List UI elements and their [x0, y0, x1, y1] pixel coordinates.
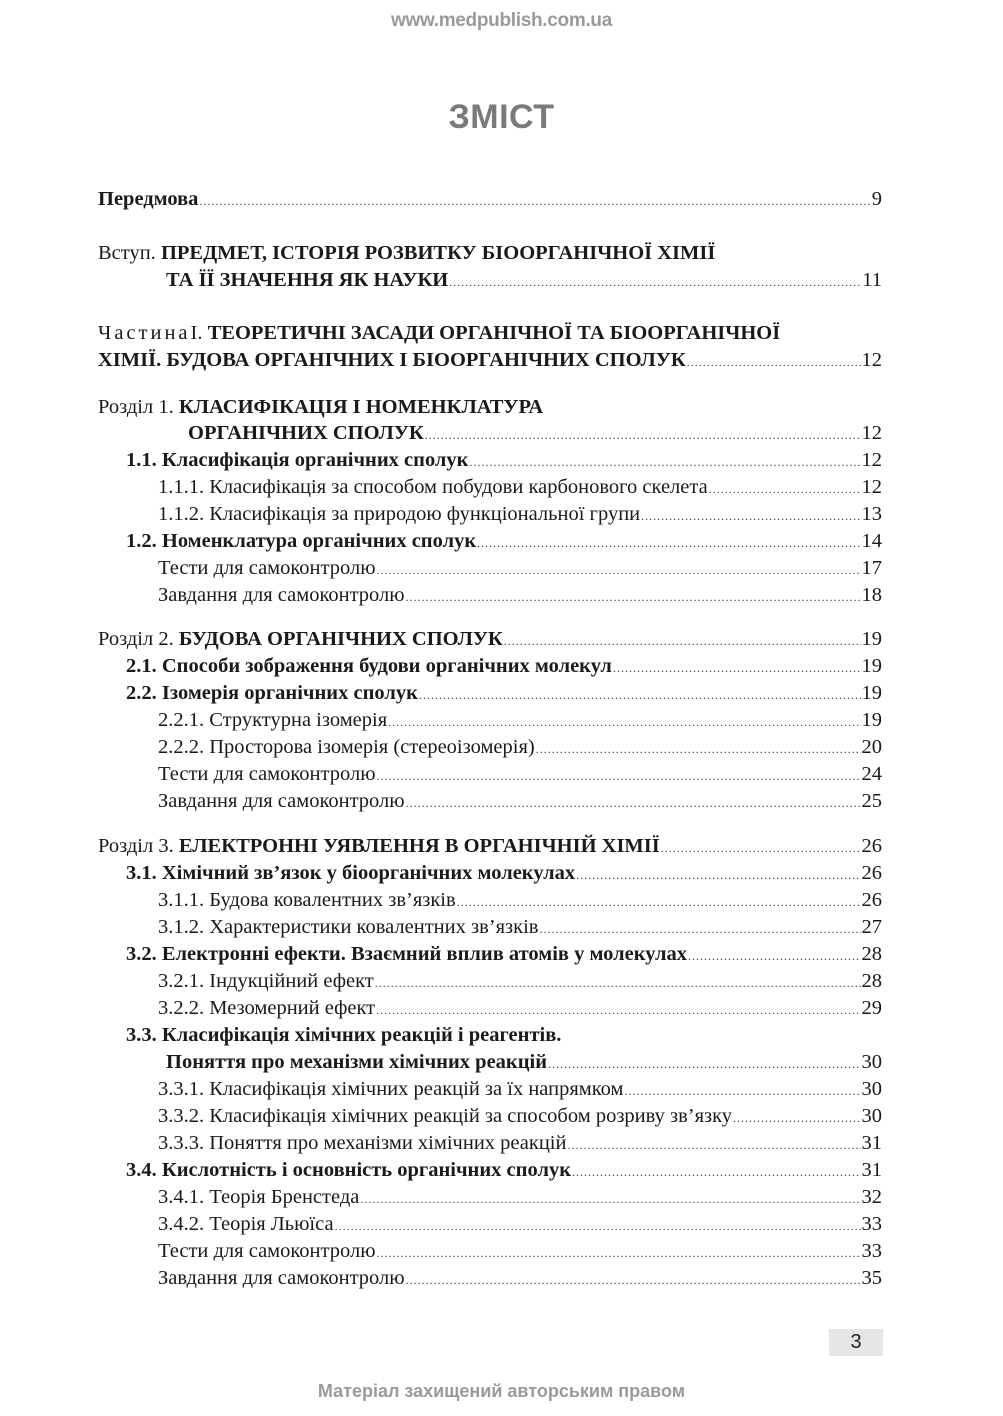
toc-entry[interactable] — [158, 1076, 882, 1102]
toc-entry-title: Поняття про механізми хімічних реакцій — [166, 1051, 548, 1073]
toc-page-number: 12 — [861, 422, 882, 444]
toc-entry[interactable] — [158, 914, 882, 940]
toc-entry-title: Тести для самоконтролю — [158, 763, 376, 785]
leader-dots — [504, 628, 861, 654]
leader-dots — [419, 682, 861, 708]
toc-entry[interactable] — [158, 1103, 882, 1129]
page-title: ЗМІСТ — [448, 98, 555, 136]
toc-entry[interactable] — [98, 394, 882, 420]
leader-dots — [199, 188, 870, 214]
leader-dots — [377, 1240, 861, 1266]
toc-page-number: 17 — [861, 557, 882, 579]
toc-entry[interactable] — [166, 1049, 882, 1075]
leader-dots — [477, 530, 860, 556]
leader-dots — [388, 709, 860, 735]
toc-entry-title: 3.3. Класифікація хімічних реакцій і реагентів. — [126, 1024, 562, 1046]
copyright-notice: Матеріал захищений авторським правом — [317, 1381, 686, 1401]
toc-entry-title: Завдання для самоконтролю — [158, 790, 405, 812]
toc-entry[interactable] — [158, 1130, 882, 1156]
leader-dots — [687, 349, 861, 375]
toc-page-number: 33 — [861, 1213, 882, 1235]
toc-entry-title: 1.2. Номенклатура органічних сполук — [126, 530, 477, 552]
leader-dots — [625, 1078, 861, 1104]
toc-page-number: 19 — [861, 655, 882, 677]
toc-entry[interactable] — [158, 501, 882, 527]
leader-dots — [360, 1186, 860, 1212]
toc-entry-title: ТА ЇЇ ЗНАЧЕННЯ ЯК НАУКИ — [166, 269, 449, 291]
toc-entry-title: ХІМІЇ. БУДОВА ОРГАНІЧНИХ І БІООРГАНІЧНИХ СПОЛУК — [98, 349, 686, 371]
leader-dots — [375, 970, 861, 996]
toc-entry[interactable] — [126, 680, 882, 706]
toc-entry[interactable] — [126, 941, 882, 967]
toc-entry-title: 3.1. Хімічний зв’язок у біоорганічних молекулах — [126, 862, 576, 884]
toc-entry-title: ЧастинаI. ТЕОРЕТИЧНІ ЗАСАДИ ОРГАНІЧНОЇ ТА БІООРГАНІЧНОЇ — [98, 322, 781, 344]
toc-entry[interactable] — [126, 653, 882, 679]
toc-page-number: 29 — [861, 997, 882, 1019]
leader-dots — [536, 736, 861, 762]
toc-entry-title: 3.2.2. Мезомерний ефект — [158, 997, 376, 1019]
toc-page-number: 19 — [861, 628, 882, 650]
toc-entry[interactable] — [126, 860, 882, 886]
leader-dots — [457, 889, 861, 915]
toc-page-number: 31 — [861, 1132, 882, 1154]
leader-dots — [613, 655, 861, 681]
toc-entry-title: Тести для самоконтролю — [158, 557, 376, 579]
leader-dots — [406, 584, 861, 610]
toc-entry[interactable] — [158, 788, 882, 814]
toc-entry[interactable] — [98, 626, 882, 652]
toc-entry[interactable] — [158, 968, 882, 994]
toc-page-number: 26 — [861, 835, 882, 857]
leader-dots — [376, 997, 860, 1023]
leader-dots — [377, 557, 861, 583]
toc-entry-title: 2.2.2. Просторова ізомерія (стереоізомерія) — [158, 736, 535, 758]
leader-dots — [377, 763, 861, 789]
toc-page-number: 32 — [861, 1186, 882, 1208]
toc-entry-title: 2.1. Способи зображення будови органічних молекул — [126, 655, 612, 677]
toc-page-number: 19 — [861, 682, 882, 704]
toc-page-number: 27 — [861, 916, 882, 938]
leader-dots — [548, 1051, 860, 1077]
leader-dots — [576, 862, 860, 888]
leader-dots — [641, 503, 860, 529]
toc-entry[interactable] — [126, 528, 882, 554]
toc-entry[interactable] — [158, 1211, 882, 1237]
toc-entry[interactable] — [98, 240, 882, 266]
leader-dots — [449, 269, 861, 295]
toc-entry[interactable] — [158, 1238, 882, 1264]
toc-page-number: 25 — [861, 790, 882, 812]
toc-entry[interactable] — [158, 1184, 882, 1210]
toc-entry-title: Вступ. ПРЕДМЕТ, ІСТОРІЯ РОЗВИТКУ БІООРГАНІЧНОЇ ХІМІЇ — [98, 242, 716, 264]
toc-page-number: 28 — [861, 970, 882, 992]
toc-entry-title: 3.3.1. Класифікація хімічних реакцій за їх напрямком — [158, 1078, 624, 1100]
toc-entry-title: 3.3.3. Поняття про механізми хімічних реакцій — [158, 1132, 567, 1154]
toc-entry-title: 2.2.1. Структурна ізомерія — [158, 709, 388, 731]
toc-entry[interactable] — [126, 447, 882, 473]
toc-entry-title: Розділ 3. ЕЛЕКТРОННІ УЯВЛЕННЯ В ОРГАНІЧНІЙ ХІМІЇ — [98, 835, 660, 857]
toc-page-number: 33 — [861, 1240, 882, 1262]
toc-entry-title: 3.3.2. Класифікація хімічних реакцій за способом розриву зв’язку — [158, 1105, 733, 1127]
toc-entry-title: ОРГАНІЧНИХ СПОЛУК — [188, 422, 424, 444]
leader-dots — [469, 449, 860, 475]
toc-entry-title: Розділ 2. БУДОВА ОРГАНІЧНИХ СПОЛУК — [98, 628, 503, 650]
toc-entry-title: 3.4.2. Теорія Льюїса — [158, 1213, 334, 1235]
toc-entry-title: 3.4.1. Теорія Бренстеда — [158, 1186, 360, 1208]
toc-entry[interactable] — [98, 347, 882, 373]
toc-page-number: 31 — [861, 1159, 882, 1181]
site-watermark: www.medpublish.com.ua — [390, 10, 613, 31]
toc-entry[interactable] — [158, 474, 882, 500]
leader-dots — [406, 1267, 861, 1293]
toc-page-number: 14 — [861, 530, 882, 552]
toc-page-number: 12 — [861, 449, 882, 471]
toc-entry-title: 2.2. Ізомерія органічних сполук — [126, 682, 418, 704]
leader-dots — [425, 422, 861, 448]
toc-page-number: 26 — [861, 862, 882, 884]
toc-entry-title: Завдання для самоконтролю — [158, 584, 405, 606]
toc-entry[interactable] — [126, 1157, 882, 1183]
toc-page-number: 30 — [861, 1051, 882, 1073]
toc-page-number: 11 — [862, 269, 882, 291]
leader-dots — [567, 1132, 860, 1158]
toc-entry[interactable] — [188, 420, 882, 446]
leader-dots — [733, 1105, 860, 1131]
toc-entry[interactable] — [98, 833, 882, 859]
toc-entry-title: 1.1. Класифікація органічних сполук — [126, 449, 469, 471]
leader-dots — [539, 916, 860, 942]
toc-entry-title: Тести для самоконтролю — [158, 1240, 376, 1262]
toc-page-number: 19 — [861, 709, 882, 731]
toc-entry[interactable] — [158, 555, 882, 581]
toc-entry-title: Розділ 1. КЛАСИФІКАЦІЯ І НОМЕНКЛАТУРА — [98, 396, 544, 418]
toc-entry[interactable] — [158, 887, 882, 913]
page-number: 3 — [829, 1329, 883, 1356]
toc-page-number: 20 — [861, 736, 882, 758]
toc-entry-title: 1.1.1. Класифікація за способом побудови карбонового скелета — [158, 476, 708, 498]
toc-entry-title: Завдання для самоконтролю — [158, 1267, 405, 1289]
toc-page-number: 18 — [861, 584, 882, 606]
toc-entry[interactable] — [158, 734, 882, 760]
toc-page-number: 24 — [861, 763, 882, 785]
leader-dots — [661, 835, 861, 861]
toc-entry[interactable] — [158, 761, 882, 787]
toc-page-number: 26 — [861, 889, 882, 911]
toc-page-number: 9 — [871, 188, 882, 210]
toc-page-number: 30 — [861, 1105, 882, 1127]
toc-entry[interactable] — [158, 995, 882, 1021]
toc-entry-title: 3.1.2. Характеристики ковалентних зв’язків — [158, 916, 539, 938]
leader-dots — [709, 476, 861, 502]
toc-entry[interactable] — [158, 1265, 882, 1291]
toc-page-number: 30 — [861, 1078, 882, 1100]
leader-dots — [688, 943, 860, 969]
toc-entry[interactable] — [98, 320, 882, 346]
toc-entry-title: Передмова — [98, 188, 199, 210]
toc-page-number: 35 — [861, 1267, 882, 1289]
leader-dots — [335, 1213, 861, 1239]
toc-page-number: 28 — [861, 943, 882, 965]
leader-dots — [406, 790, 861, 816]
toc-entry-title: 1.1.2. Класифікація за природою функціональної групи — [158, 503, 641, 525]
toc-entry[interactable] — [166, 267, 882, 293]
toc-entry-title: 3.4. Кислотність і основність органічних сполук — [126, 1159, 572, 1181]
toc-entry-title: 3.2. Електронні ефекти. Взаємний вплив атомів у молекулах — [126, 943, 688, 965]
toc-entry-title: 3.1.1. Будова ковалентних зв’язків — [158, 889, 456, 911]
toc-entry[interactable] — [158, 707, 882, 733]
toc-page-number: 12 — [861, 476, 882, 498]
toc-entry[interactable] — [126, 1022, 882, 1048]
toc-page-number: 12 — [861, 349, 882, 371]
toc-entry-title: 3.2.1. Індукційний ефект — [158, 970, 374, 992]
leader-dots — [572, 1159, 860, 1185]
toc-page-number: 13 — [861, 503, 882, 525]
toc-entry[interactable] — [158, 582, 882, 608]
toc-entry[interactable] — [98, 186, 882, 212]
